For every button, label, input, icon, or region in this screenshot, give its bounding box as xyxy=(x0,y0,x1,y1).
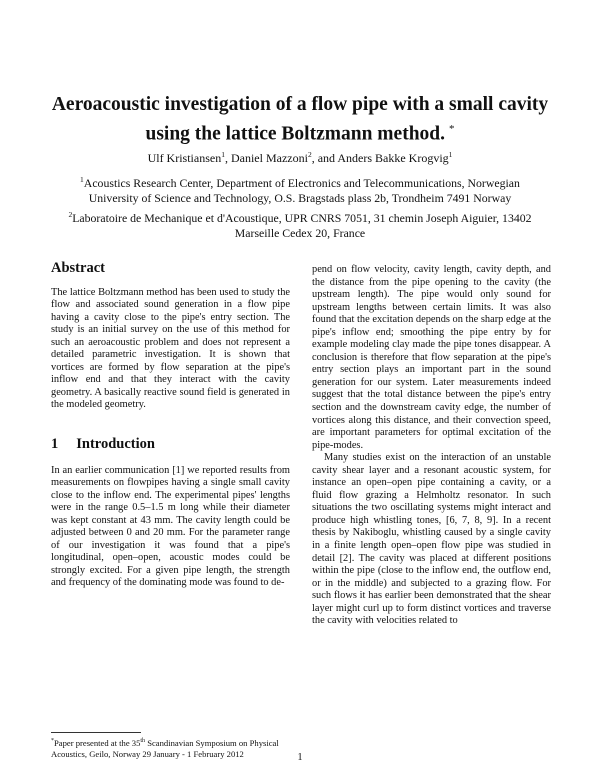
title-line-2: using the lattice Boltzmann method. xyxy=(145,123,446,145)
abstract-heading: Abstract xyxy=(51,260,105,276)
footnote-mark: * xyxy=(51,738,54,744)
affiliation-1-line-1: Acoustics Research Center, Department of Electronics and Telecommunications, Norwegian xyxy=(83,175,520,190)
left-column xyxy=(51,262,290,590)
footnote-superscript: th xyxy=(140,738,146,744)
affiliation-2-line-1: Laboratoire de Mechanique et d'Acoustique, UPR CNRS 7051, 31 chemin Joseph Aiguier, 13402 xyxy=(72,210,532,225)
right-column xyxy=(312,264,551,628)
affiliation-2-mark: 2 xyxy=(68,209,73,219)
author-3-affil: 1 xyxy=(448,150,453,159)
abstract-text: The lattice Boltzmann method has been used to study the flow and associated sound generation in a flow pipe having a cavity close to the pipe's entry section. The study is an initial survey on the use of this method for such an aeroacoustic problem and does not represent a detailed parametric investigation. It is shown that vortices are formed by flow separation at the pipe's inflow end and that they interact with the cavity geometry. A basically reactive sound field is generated in the modeled geometry. xyxy=(51,286,290,411)
author-list: Ulf Kristiansen$^1$, Daniel Mazzoni$^2$, and Anders Bakke Krogvig$^1$ xyxy=(147,150,453,165)
introduction-heading xyxy=(51,438,290,451)
paper-title xyxy=(40,92,560,147)
affiliation-1 xyxy=(40,172,560,207)
author-1: Ulf Kristiansen xyxy=(147,151,222,165)
affiliations xyxy=(40,172,560,241)
title-line-1: Aeroacoustic investigation of a flow pipe with a small cavity xyxy=(51,94,549,115)
section-title: Introduction xyxy=(76,436,155,453)
footnote-text-end: Scandinavian Symposium on Physical Acoustics, Geilo, Norway 29 January - 1 February 2012 xyxy=(51,737,279,760)
affiliation-2 xyxy=(40,207,560,242)
introduction-paragraph-2: Many studies exist on the interaction of an unstable cavity shear layer and a resonant acoustic system, for instance an open–open pipe containing a cavity, or a fluid flow grazing a Helmholtz resonator. In such situations the two oscillating systems might interact and produce high whistling tones, [6, 7, 8, 9]. In a recent thesis by Nakiboglu, whistling caused by a single cavity in a finite length open–open flow pipe was studied in detail [2]. The cavity was placed at different positions within the pipe (close to the inflow end, the outflow end, or in the middle) and subjected to a grazing flow. For such flows it has earlier been demonstrated that the shear layer might curl up to form distinct vortices and traverse the cavity with velocities related to xyxy=(312,452,551,627)
affiliation-1-mark: 1 xyxy=(80,175,84,184)
affiliation-2-line-2: Marseille Cedex 20, France xyxy=(234,225,366,240)
footnote-rule xyxy=(51,732,141,733)
page-number: 1 xyxy=(297,752,303,763)
introduction-paragraph-1-end: pend on flow velocity, cavity length, cavity depth, and the distance from the pipe opening to the cavity (the upstream length). The pipe would only sound for upstream lengths between certain limits. It was also found that the excitation depends on the sharp edge at the pipe's inflow end; smoothing the pipe entry by for example modeling clay made the pipe tones disappear. A conclusion is therefore that flow separation at the pipe's entry section plays an important part in the sound generation for our system. Later measurements indeed suggest that the total distance between the pipe's entry section and the downstream cavity edge, the number of vortices along this distance, and their convection speed, are important parameters for optimal excitation of the pipe-modes. xyxy=(312,264,551,451)
author-2: Daniel Mazzoni xyxy=(230,151,308,165)
author-3: and Anders Bakke Krogvig xyxy=(317,151,449,165)
author-2-affil: 2 xyxy=(307,150,312,159)
affiliation-1-line-2: University of Science and Technology, O.S. Bragstads plass 2b, Trondheim 7491 Norway xyxy=(88,191,512,206)
introduction-paragraph-1-start: In an earlier communication [1] we reported results from measurements on flowpipes having a single small cavity close to the inflow end. The experimental pipes' lengths were in the range 0.5–1.5 m long while their diameter was kept constant at 43 mm. The cavity length could be adjusted between 0 and 20 mm. For the parameter range of our investigation it was found that a pipe's longitudinal, open–open, acoustic modes could be strongly excited. For a given pipe length, the strength and frequency of the dominating mode was found to de- xyxy=(51,464,290,589)
footnote-text-start: Paper presented at the 35 xyxy=(54,737,141,748)
section-number: 1 xyxy=(51,436,59,453)
author-1-affil: 1 xyxy=(221,150,225,159)
title-footnote-mark: * xyxy=(449,123,455,135)
